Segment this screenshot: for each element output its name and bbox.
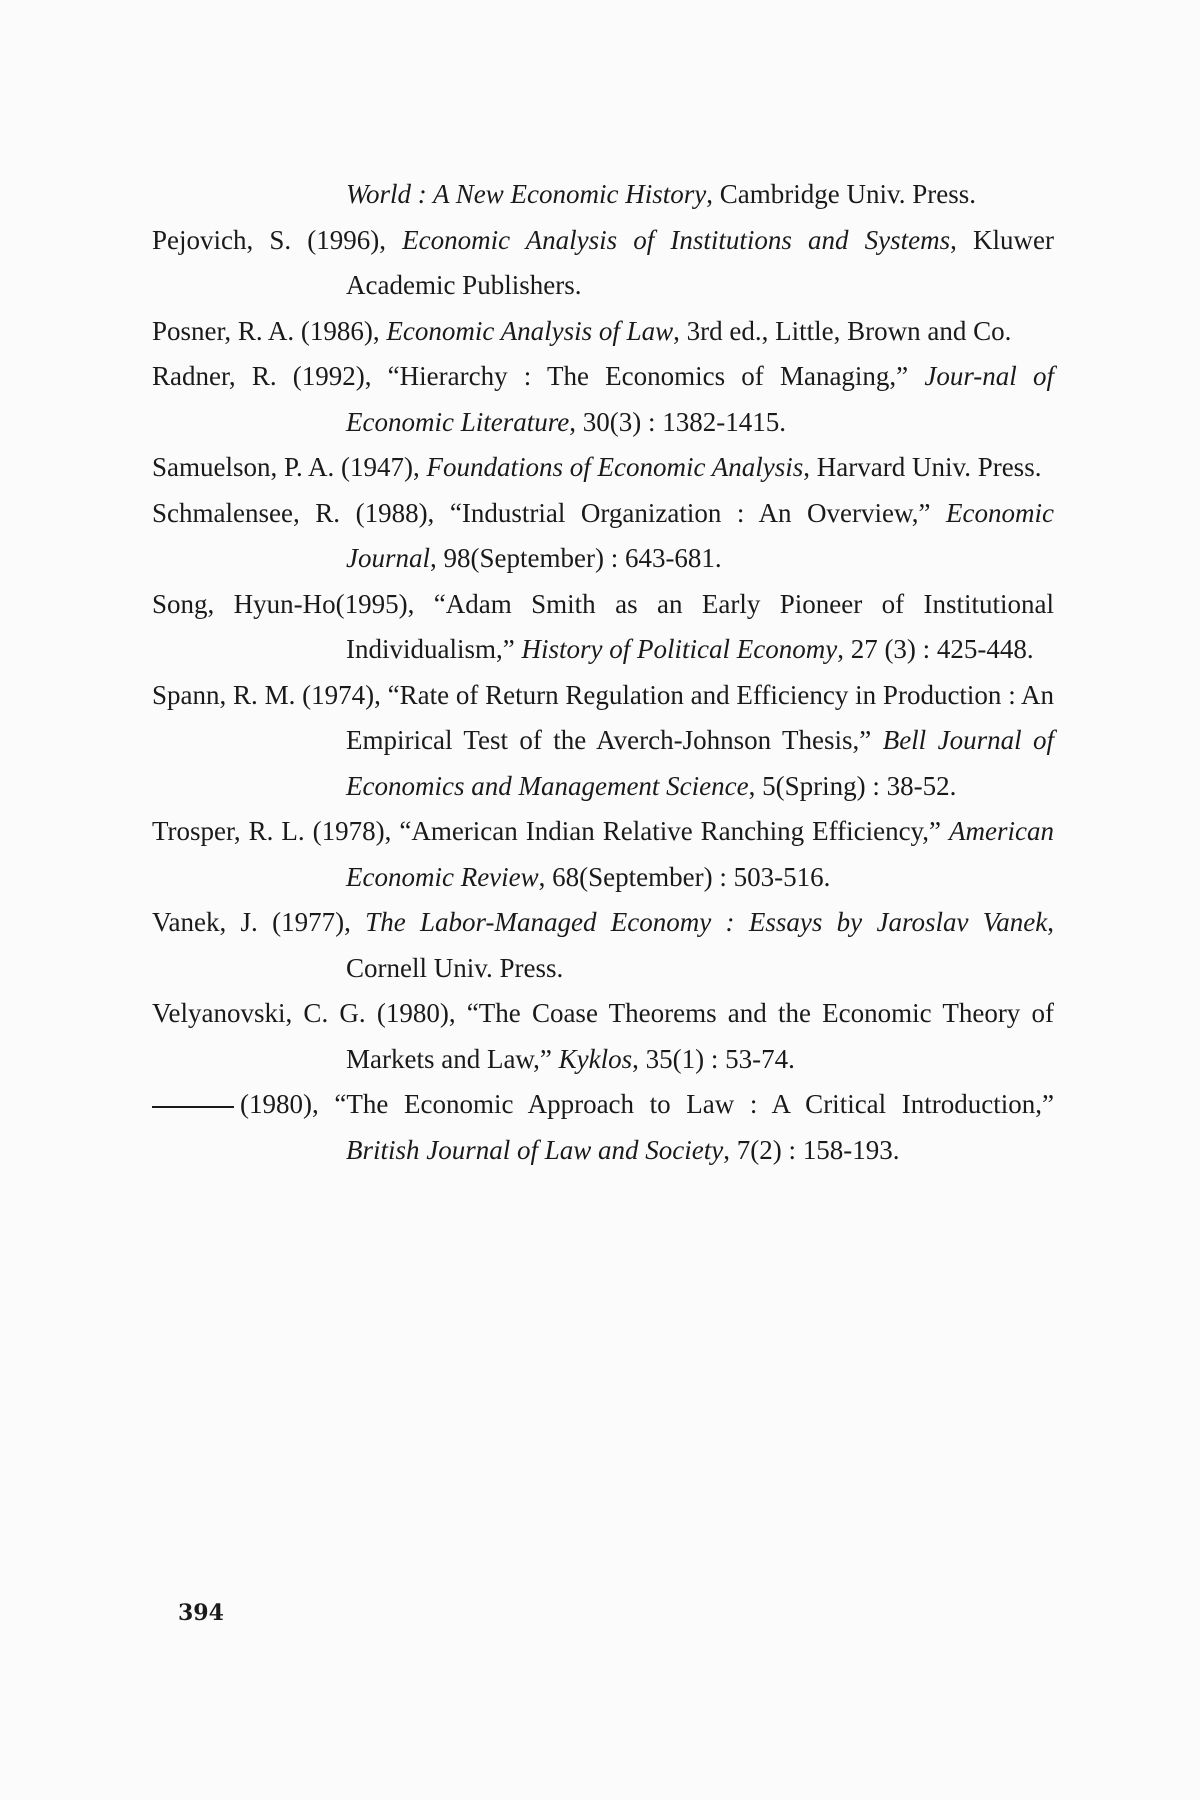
reference-publisher: , 3rd ed., Little, Brown and Co. <box>673 315 1012 346</box>
reference-entry <box>152 309 1054 355</box>
reference-author: Pejovich, S. (1996), <box>152 224 403 255</box>
reference-volume-pages: , 5(Spring) : 38-52. <box>748 770 957 801</box>
reference-entry <box>152 582 1054 673</box>
reference-entry <box>152 172 1054 218</box>
reference-year: (1980), <box>240 1089 335 1119</box>
reference-journal: History of Political Economy <box>521 634 838 664</box>
reference-author: Spann, R. M. (1974), <box>152 679 388 710</box>
reference-publisher: , Harvard Univ. Press. <box>803 452 1042 482</box>
reference-publisher: , Kluwer Academic Publishers. <box>346 224 1054 300</box>
reference-title: Economic Analysis of Institutions and Systems <box>402 224 951 255</box>
reference-entry <box>152 900 1054 991</box>
reference-title: The Labor-Managed Economy : Essays by Jaroslav Vanek <box>365 907 1048 937</box>
reference-title: World : A New Economic History <box>346 179 707 209</box>
reference-article-title: “The Coase Theorems and the Economic Theory of Markets and Law,” <box>346 998 1054 1074</box>
reference-article-title: “The Economic Approach to Law : A Critical Introduction,” <box>334 1089 1054 1119</box>
reference-article-title: “American Indian Relative Ranching Efficiency,” <box>399 816 950 846</box>
reference-author: Trosper, R. L. (1978), <box>152 816 400 846</box>
reference-entry <box>152 991 1054 1082</box>
reference-article-title: “Industrial Organization : An Overview,” <box>449 497 947 528</box>
reference-author: Song, Hyun-Ho(1995), <box>152 588 434 619</box>
reference-entry <box>152 445 1054 491</box>
reference-entry <box>152 354 1054 445</box>
reference-entry <box>152 491 1054 582</box>
reference-article-title: “Rate of Return Regulation and Efficiency in Production : An Empirical Test of the Averch-Johnson Thesis,” <box>346 679 1054 755</box>
reference-entry <box>152 673 1054 810</box>
reference-author: Samuelson, P. A. (1947), <box>152 452 427 482</box>
reference-volume-pages: , 35(1) : 53-74. <box>632 1043 795 1074</box>
reference-entry <box>152 809 1054 900</box>
reference-volume-pages: , 7(2) : 158-193. <box>723 1134 900 1165</box>
reference-journal: Kyklos <box>558 1043 633 1074</box>
reference-volume-pages: , 98(September) : 643-681. <box>430 543 722 573</box>
reference-journal: Bell Journal of Economics and Management Science <box>346 725 1054 801</box>
ditto-dash <box>152 1106 234 1108</box>
reference-author: Vanek, J. (1977), <box>152 907 366 937</box>
reference-journal: Economic Journal <box>346 497 1055 573</box>
reference-journal: British Journal of Law and Society <box>346 1134 724 1165</box>
reference-author: Schmalensee, R. (1988), <box>152 497 450 528</box>
reference-list <box>152 172 1054 1173</box>
reference-volume-pages: , 27 (3) : 425-448. <box>837 634 1034 664</box>
reference-article-title: “Hierarchy : The Economics of Managing,” <box>387 361 925 391</box>
reference-author: Velyanovski, C. G. (1980), <box>152 998 467 1028</box>
reference-volume-pages: , 68(September) : 503-516. <box>538 861 831 892</box>
reference-publisher: , Cambridge Univ. Press. <box>706 179 976 209</box>
reference-entry <box>152 218 1054 309</box>
reference-title: Economic Analysis of Law <box>386 315 674 346</box>
reference-journal: American Economic Review <box>346 816 1054 892</box>
reference-title: Foundations of Economic Analysis <box>426 452 804 482</box>
reference-author: Radner, R. (1992), <box>152 361 388 391</box>
reference-entry <box>152 1082 1054 1173</box>
reference-volume-pages: , 30(3) : 1382-1415. <box>569 406 786 437</box>
reference-article-title: “Adam Smith as an Early Pioneer of Institutional Individualism,” <box>346 588 1054 664</box>
page-number: 394 <box>178 1600 224 1626</box>
reference-journal: Jour-nal of Economic Literature <box>346 361 1054 437</box>
reference-publisher: , Cornell Univ. Press. <box>346 907 1054 983</box>
reference-author: Posner, R. A. (1986), <box>152 315 387 346</box>
